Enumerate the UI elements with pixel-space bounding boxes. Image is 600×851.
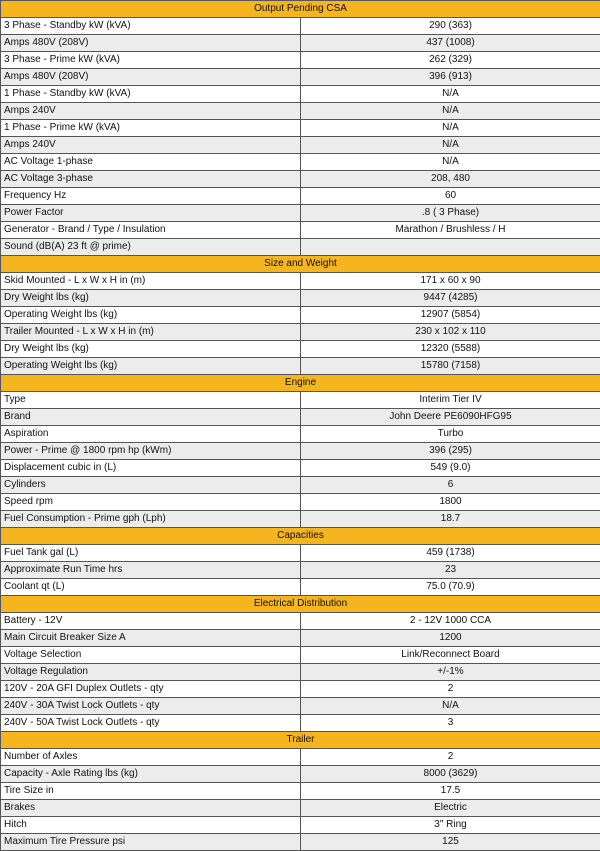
spec-label: Amps 480V (208V) bbox=[1, 69, 301, 86]
spec-value: 125 bbox=[301, 834, 600, 851]
table-row bbox=[1, 273, 600, 290]
spec-label: Aspiration bbox=[1, 426, 301, 443]
spec-value: N/A bbox=[301, 137, 600, 154]
table-row bbox=[1, 681, 600, 698]
table-row bbox=[1, 443, 600, 460]
section-title: Output Pending CSA bbox=[1, 1, 600, 18]
table-row bbox=[1, 358, 600, 375]
spec-label: Trailer Mounted - L x W x H in (m) bbox=[1, 324, 301, 341]
table-row bbox=[1, 460, 600, 477]
section-header-row bbox=[1, 375, 600, 392]
spec-value: 208, 480 bbox=[301, 171, 600, 188]
spec-value: Interim Tier IV bbox=[301, 392, 600, 409]
spec-label: Voltage Regulation bbox=[1, 664, 301, 681]
spec-label: Hitch bbox=[1, 817, 301, 834]
section-header-row bbox=[1, 528, 600, 545]
table-row bbox=[1, 426, 600, 443]
spec-label: 1 Phase - Standby kW (kVA) bbox=[1, 86, 301, 103]
table-row bbox=[1, 69, 600, 86]
spec-value: Link/Reconnect Board bbox=[301, 647, 600, 664]
spec-label: Approximate Run Time hrs bbox=[1, 562, 301, 579]
spec-label: Skid Mounted - L x W x H in (m) bbox=[1, 273, 301, 290]
spec-label: Cylinders bbox=[1, 477, 301, 494]
section-header-row bbox=[1, 256, 600, 273]
table-row bbox=[1, 35, 600, 52]
spec-label: Power Factor bbox=[1, 205, 301, 222]
spec-label: Main Circuit Breaker Size A bbox=[1, 630, 301, 647]
spec-label: Amps 240V bbox=[1, 137, 301, 154]
spec-value: 2 bbox=[301, 681, 600, 698]
spec-label: Frequency Hz bbox=[1, 188, 301, 205]
spec-value: 230 x 102 x 110 bbox=[301, 324, 600, 341]
spec-value: N/A bbox=[301, 698, 600, 715]
spec-label: Fuel Tank gal (L) bbox=[1, 545, 301, 562]
table-row bbox=[1, 613, 600, 630]
spec-value: John Deere PE6090HFG95 bbox=[301, 409, 600, 426]
spec-label: Capacity - Axle Rating lbs (kg) bbox=[1, 766, 301, 783]
spec-label: 1 Phase - Prime kW (kVA) bbox=[1, 120, 301, 137]
table-row bbox=[1, 477, 600, 494]
table-row bbox=[1, 715, 600, 732]
spec-value: N/A bbox=[301, 86, 600, 103]
table-row bbox=[1, 630, 600, 647]
spec-label: Speed rpm bbox=[1, 494, 301, 511]
spec-value: 12907 (5854) bbox=[301, 307, 600, 324]
table-row bbox=[1, 86, 600, 103]
spec-value: 2 - 12V 1000 CCA bbox=[301, 613, 600, 630]
table-row bbox=[1, 511, 600, 528]
spec-value: .8 ( 3 Phase) bbox=[301, 205, 600, 222]
spec-value: 437 (1008) bbox=[301, 35, 600, 52]
table-row bbox=[1, 341, 600, 358]
spec-value: 262 (329) bbox=[301, 52, 600, 69]
spec-label: Brand bbox=[1, 409, 301, 426]
spec-label: Amps 480V (208V) bbox=[1, 35, 301, 52]
table-row bbox=[1, 171, 600, 188]
spec-value: N/A bbox=[301, 103, 600, 120]
spec-label: Number of Axles bbox=[1, 749, 301, 766]
spec-value: N/A bbox=[301, 120, 600, 137]
spec-value: 290 (363) bbox=[301, 18, 600, 35]
spec-value: 3" Ring bbox=[301, 817, 600, 834]
spec-value: 1800 bbox=[301, 494, 600, 511]
spec-label: Operating Weight lbs (kg) bbox=[1, 358, 301, 375]
section-header-row bbox=[1, 1, 600, 18]
spec-label: Sound (dB(A) 23 ft @ prime) bbox=[1, 239, 301, 256]
section-title: Electrical Distribution bbox=[1, 596, 600, 613]
section-title: Capacities bbox=[1, 528, 600, 545]
spec-label: AC Voltage 1-phase bbox=[1, 154, 301, 171]
spec-label: Dry Weight lbs (kg) bbox=[1, 290, 301, 307]
spec-label: Dry Weight lbs (kg) bbox=[1, 341, 301, 358]
spec-value: 549 (9.0) bbox=[301, 460, 600, 477]
table-row bbox=[1, 545, 600, 562]
spec-table-body bbox=[1, 1, 600, 851]
spec-label: Battery - 12V bbox=[1, 613, 301, 630]
table-row bbox=[1, 800, 600, 817]
table-row bbox=[1, 324, 600, 341]
spec-value bbox=[301, 239, 600, 256]
table-row bbox=[1, 307, 600, 324]
spec-label: 120V - 20A GFI Duplex Outlets - qty bbox=[1, 681, 301, 698]
spec-label: Brakes bbox=[1, 800, 301, 817]
table-row bbox=[1, 120, 600, 137]
spec-label: 3 Phase - Prime kW (kVA) bbox=[1, 52, 301, 69]
spec-value: Marathon / Brushless / H bbox=[301, 222, 600, 239]
spec-value: 396 (295) bbox=[301, 443, 600, 460]
table-row bbox=[1, 222, 600, 239]
table-row bbox=[1, 647, 600, 664]
section-header-row bbox=[1, 732, 600, 749]
spec-value: +/-1% bbox=[301, 664, 600, 681]
table-row bbox=[1, 137, 600, 154]
spec-value: Turbo bbox=[301, 426, 600, 443]
section-title: Engine bbox=[1, 375, 600, 392]
spec-value: 396 (913) bbox=[301, 69, 600, 86]
spec-label: AC Voltage 3-phase bbox=[1, 171, 301, 188]
spec-label: Fuel Consumption - Prime gph (Lph) bbox=[1, 511, 301, 528]
spec-value: N/A bbox=[301, 154, 600, 171]
table-row bbox=[1, 562, 600, 579]
spec-label: Coolant qt (L) bbox=[1, 579, 301, 596]
spec-label: Displacement cubic in (L) bbox=[1, 460, 301, 477]
spec-label: 240V - 30A Twist Lock Outlets - qty bbox=[1, 698, 301, 715]
spec-value: 1200 bbox=[301, 630, 600, 647]
section-header-row bbox=[1, 596, 600, 613]
table-row bbox=[1, 749, 600, 766]
table-row bbox=[1, 188, 600, 205]
spec-value: 6 bbox=[301, 477, 600, 494]
spec-value: 23 bbox=[301, 562, 600, 579]
spec-value: 2 bbox=[301, 749, 600, 766]
table-row bbox=[1, 579, 600, 596]
spec-label: Voltage Selection bbox=[1, 647, 301, 664]
spec-label: Operating Weight lbs (kg) bbox=[1, 307, 301, 324]
spec-label: Generator - Brand / Type / Insulation bbox=[1, 222, 301, 239]
table-row bbox=[1, 664, 600, 681]
section-title: Size and Weight bbox=[1, 256, 600, 273]
spec-label: Power - Prime @ 1800 rpm hp (kWm) bbox=[1, 443, 301, 460]
spec-value: 3 bbox=[301, 715, 600, 732]
spec-value: 17.5 bbox=[301, 783, 600, 800]
table-row bbox=[1, 290, 600, 307]
spec-label: Type bbox=[1, 392, 301, 409]
spec-value: 12320 (5588) bbox=[301, 341, 600, 358]
spec-label: 240V - 50A Twist Lock Outlets - qty bbox=[1, 715, 301, 732]
table-row bbox=[1, 409, 600, 426]
spec-value: 171 x 60 x 90 bbox=[301, 273, 600, 290]
table-row bbox=[1, 392, 600, 409]
table-row bbox=[1, 698, 600, 715]
table-row bbox=[1, 766, 600, 783]
spec-value: 459 (1738) bbox=[301, 545, 600, 562]
spec-value: 60 bbox=[301, 188, 600, 205]
table-row bbox=[1, 154, 600, 171]
spec-label: 3 Phase - Standby kW (kVA) bbox=[1, 18, 301, 35]
spec-label: Maximum Tire Pressure psi bbox=[1, 834, 301, 851]
table-row bbox=[1, 205, 600, 222]
section-title: Trailer bbox=[1, 732, 600, 749]
table-row bbox=[1, 783, 600, 800]
spec-value: 9447 (4285) bbox=[301, 290, 600, 307]
spec-value: 18.7 bbox=[301, 511, 600, 528]
table-row bbox=[1, 239, 600, 256]
table-row bbox=[1, 494, 600, 511]
spec-value: 75.0 (70.9) bbox=[301, 579, 600, 596]
table-row bbox=[1, 18, 600, 35]
spec-value: Electric bbox=[301, 800, 600, 817]
spec-label: Tire Size in bbox=[1, 783, 301, 800]
spec-label: Amps 240V bbox=[1, 103, 301, 120]
table-row bbox=[1, 817, 600, 834]
table-row bbox=[1, 834, 600, 851]
table-row bbox=[1, 103, 600, 120]
table-row bbox=[1, 52, 600, 69]
spec-value: 15780 (7158) bbox=[301, 358, 600, 375]
spec-value: 8000 (3629) bbox=[301, 766, 600, 783]
